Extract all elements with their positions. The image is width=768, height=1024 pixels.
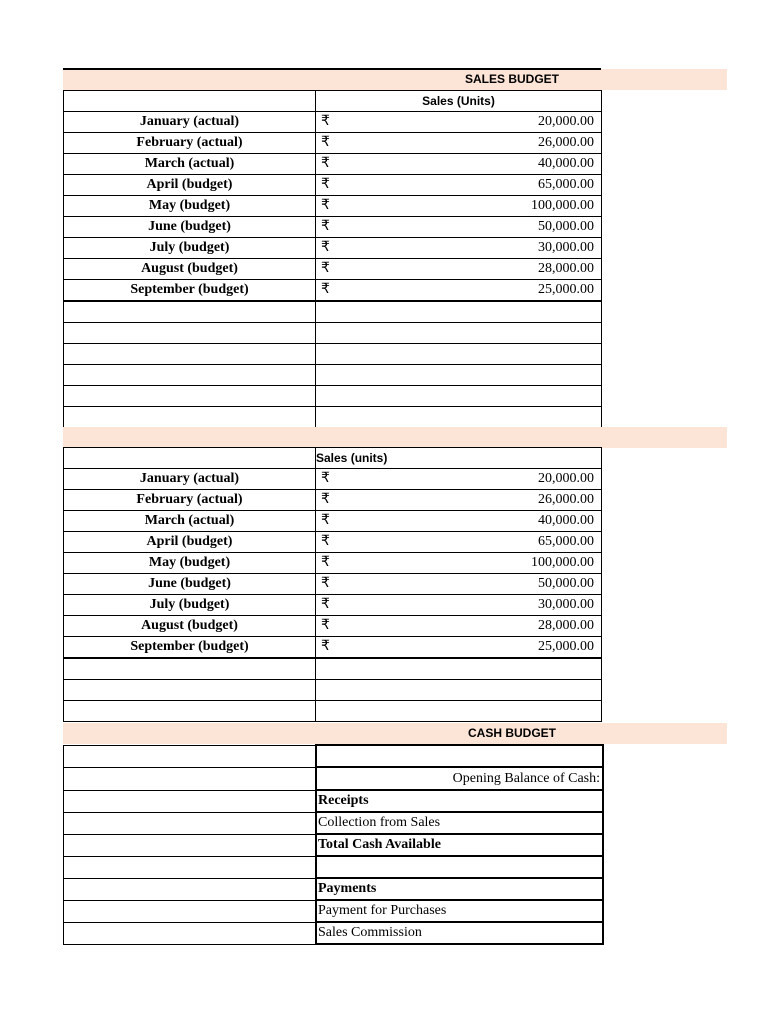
- amount: 40,000.00: [538, 513, 594, 528]
- table-row: [64, 196, 602, 217]
- value-cell[interactable]: [316, 154, 602, 175]
- rupee-icon: ₹: [321, 471, 330, 486]
- month-cell[interactable]: June (budget): [64, 217, 316, 238]
- table-row: [64, 175, 602, 196]
- empty-cell[interactable]: [64, 812, 317, 834]
- empty-cell[interactable]: [316, 323, 602, 344]
- empty-cell[interactable]: [64, 344, 316, 365]
- table-row: [64, 511, 602, 532]
- empty-cell[interactable]: [64, 834, 317, 856]
- table-row: [64, 553, 602, 574]
- empty-cell[interactable]: [64, 91, 316, 112]
- table-row: [64, 574, 602, 595]
- empty-row: [64, 658, 602, 680]
- value-cell[interactable]: [316, 574, 602, 595]
- rupee-icon: ₹: [321, 198, 330, 213]
- sales-units-header[interactable]: Sales (Units): [316, 91, 602, 112]
- amount: 100,000.00: [531, 198, 594, 213]
- month-cell[interactable]: September (budget): [64, 637, 316, 659]
- month-cell[interactable]: April (budget): [64, 532, 316, 553]
- value-cell[interactable]: [316, 133, 602, 154]
- empty-cell[interactable]: [316, 658, 602, 680]
- rupee-icon: ₹: [321, 240, 330, 255]
- empty-cell[interactable]: [316, 701, 602, 722]
- amount: 20,000.00: [538, 114, 594, 129]
- table-row: [64, 637, 602, 659]
- value-cell[interactable]: [316, 637, 602, 659]
- empty-cell[interactable]: [316, 407, 602, 428]
- table-row: [64, 834, 604, 856]
- amount: 28,000.00: [538, 618, 594, 633]
- amount: 26,000.00: [538, 135, 594, 150]
- empty-cell[interactable]: [64, 856, 317, 878]
- amount: 25,000.00: [538, 639, 594, 654]
- amount: 40,000.00: [538, 156, 594, 171]
- receipts-label[interactable]: Receipts: [316, 790, 603, 812]
- empty-row: [64, 323, 602, 344]
- table-row: [64, 790, 604, 812]
- table-row: [64, 922, 604, 944]
- rupee-icon: ₹: [321, 534, 330, 549]
- amount: 65,000.00: [538, 534, 594, 549]
- rupee-icon: ₹: [321, 261, 330, 276]
- month-cell[interactable]: July (budget): [64, 595, 316, 616]
- empty-cell[interactable]: [64, 365, 316, 386]
- empty-cell[interactable]: [316, 745, 603, 767]
- rupee-icon: ₹: [321, 513, 330, 528]
- empty-cell[interactable]: [316, 365, 602, 386]
- empty-cell[interactable]: [64, 323, 316, 344]
- amount: 65,000.00: [538, 177, 594, 192]
- value-cell[interactable]: [316, 196, 602, 217]
- value-cell[interactable]: [316, 511, 602, 532]
- empty-cell[interactable]: [316, 856, 603, 878]
- payment-for-purchases-label[interactable]: Payment for Purchases: [316, 900, 603, 922]
- month-cell[interactable]: February (actual): [64, 490, 316, 511]
- value-cell[interactable]: [316, 217, 602, 238]
- empty-cell[interactable]: [64, 745, 317, 767]
- table-row: [64, 878, 604, 900]
- amount: 100,000.00: [531, 555, 594, 570]
- value-cell[interactable]: [316, 175, 602, 196]
- rupee-icon: ₹: [321, 555, 330, 570]
- month-cell[interactable]: September (budget): [64, 280, 316, 302]
- second-table-header-band: [63, 427, 727, 448]
- empty-cell[interactable]: [64, 701, 316, 722]
- table-row: [64, 259, 602, 280]
- amount: 30,000.00: [538, 597, 594, 612]
- month-cell[interactable]: August (budget): [64, 616, 316, 637]
- amount: 28,000.00: [538, 261, 594, 276]
- empty-cell[interactable]: [64, 386, 316, 407]
- rupee-icon: ₹: [321, 282, 330, 297]
- cash-budget-table: [63, 744, 604, 945]
- value-cell[interactable]: [316, 616, 602, 637]
- rupee-icon: ₹: [321, 114, 330, 129]
- empty-row: [64, 365, 602, 386]
- table-row: [64, 280, 602, 302]
- table-row: [64, 616, 602, 637]
- rupee-icon: ₹: [321, 618, 330, 633]
- sales-units-table: [63, 447, 602, 722]
- rupee-icon: ₹: [321, 639, 330, 654]
- month-cell[interactable]: January (actual): [64, 469, 316, 490]
- sales-budget-table: [63, 90, 602, 428]
- table-row: [64, 745, 604, 767]
- amount: 26,000.00: [538, 492, 594, 507]
- amount: 30,000.00: [538, 240, 594, 255]
- amount: 20,000.00: [538, 471, 594, 486]
- empty-cell[interactable]: [64, 900, 317, 922]
- amount: 50,000.00: [538, 576, 594, 591]
- rupee-icon: ₹: [321, 177, 330, 192]
- table-row: [64, 532, 602, 553]
- rupee-icon: ₹: [321, 156, 330, 171]
- value-cell[interactable]: [316, 112, 602, 133]
- month-cell[interactable]: June (budget): [64, 574, 316, 595]
- sales-commission-label[interactable]: Sales Commission: [316, 922, 603, 944]
- empty-cell[interactable]: [64, 790, 317, 812]
- value-cell[interactable]: [316, 238, 602, 259]
- opening-balance-label[interactable]: Opening Balance of Cash:: [316, 767, 603, 790]
- table-row: [64, 133, 602, 154]
- empty-cell[interactable]: [316, 344, 602, 365]
- table-row: [64, 595, 602, 616]
- empty-cell[interactable]: [64, 658, 316, 680]
- month-cell[interactable]: July (budget): [64, 238, 316, 259]
- empty-row: [64, 301, 602, 323]
- empty-row: [64, 680, 602, 701]
- month-cell[interactable]: August (budget): [64, 259, 316, 280]
- payments-label[interactable]: Payments: [316, 878, 603, 900]
- table-row: [64, 469, 602, 490]
- month-cell[interactable]: January (actual): [64, 112, 316, 133]
- rupee-icon: ₹: [321, 492, 330, 507]
- empty-cell[interactable]: [316, 680, 602, 701]
- empty-row: [64, 344, 602, 365]
- month-cell[interactable]: April (budget): [64, 175, 316, 196]
- rupee-icon: ₹: [321, 135, 330, 150]
- empty-row: [64, 386, 602, 407]
- month-cell[interactable]: May (budget): [64, 553, 316, 574]
- empty-cell[interactable]: [64, 680, 316, 701]
- rupee-icon: ₹: [321, 576, 330, 591]
- table-row: [64, 856, 604, 878]
- month-cell[interactable]: March (actual): [64, 154, 316, 175]
- empty-row: [64, 407, 602, 428]
- rupee-icon: ₹: [321, 597, 330, 612]
- empty-cell[interactable]: [64, 301, 316, 323]
- empty-cell[interactable]: [316, 386, 602, 407]
- value-cell[interactable]: [316, 532, 602, 553]
- empty-cell[interactable]: [64, 878, 317, 900]
- table-row: [64, 238, 602, 259]
- value-cell[interactable]: [316, 259, 602, 280]
- table-row: [64, 490, 602, 511]
- month-cell[interactable]: February (actual): [64, 133, 316, 154]
- empty-cell[interactable]: [64, 407, 316, 428]
- total-cash-available-label[interactable]: Total Cash Available: [316, 834, 603, 856]
- value-cell[interactable]: [316, 469, 602, 490]
- cash-budget-header-band: [63, 723, 727, 744]
- empty-cell[interactable]: [64, 922, 317, 944]
- table-row: [64, 900, 604, 922]
- sales-units-header[interactable]: Sales (units): [316, 448, 602, 469]
- sales-budget-header-band: [63, 69, 727, 90]
- cash-budget-title: CASH BUDGET: [467, 726, 556, 740]
- table-row: [64, 217, 602, 238]
- sales-budget-title: SALES BUDGET: [464, 72, 559, 86]
- value-cell[interactable]: [316, 553, 602, 574]
- amount: 25,000.00: [538, 282, 594, 297]
- month-cell[interactable]: March (actual): [64, 511, 316, 532]
- value-cell[interactable]: [316, 595, 602, 616]
- empty-cell[interactable]: [64, 448, 316, 469]
- sales-budget-top-rule: [63, 68, 601, 70]
- value-cell[interactable]: [316, 490, 602, 511]
- month-cell[interactable]: May (budget): [64, 196, 316, 217]
- empty-row: [64, 701, 602, 722]
- value-cell[interactable]: [316, 280, 602, 302]
- rupee-icon: ₹: [321, 219, 330, 234]
- collection-from-sales-label[interactable]: Collection from Sales: [316, 812, 603, 834]
- amount: 50,000.00: [538, 219, 594, 234]
- table-row: [64, 767, 604, 790]
- table-row: [64, 812, 604, 834]
- empty-cell[interactable]: [316, 301, 602, 323]
- table-row: [64, 112, 602, 133]
- table-row: [64, 154, 602, 175]
- empty-cell[interactable]: [64, 767, 317, 790]
